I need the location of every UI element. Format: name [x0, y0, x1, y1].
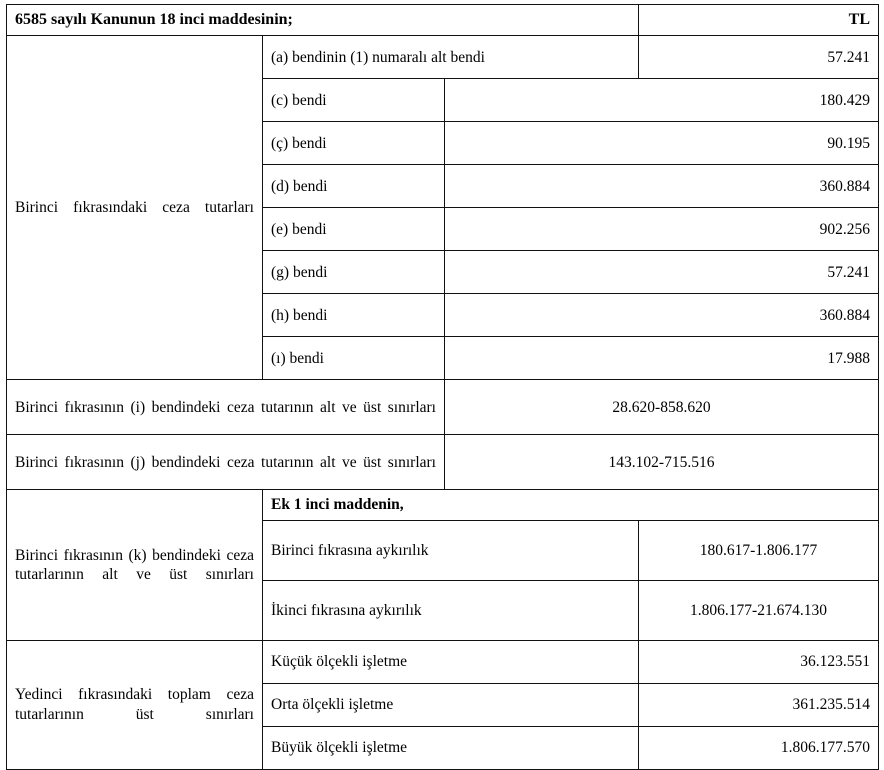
annex-item-value: 1.806.177-21.674.130 — [639, 581, 879, 641]
range-value-j: 143.102-715.516 — [445, 435, 879, 490]
enterprise-item-value: 1.806.177.570 — [639, 727, 879, 770]
annex-sub-header: Ek 1 inci maddenin, — [263, 490, 879, 521]
table-row — [7, 36, 879, 79]
table-row — [7, 490, 879, 521]
annex-item-label: İkinci fıkrasına aykırılık — [263, 581, 639, 641]
table-header-row — [7, 5, 879, 36]
enterprise-item-label: Küçük ölçekli işletme — [263, 641, 639, 684]
enterprise-item-label: Orta ölçekli işletme — [263, 684, 639, 727]
group-label-annex-k: Birinci fıkrasının (k) bendindeki ceza tutarlarının alt ve üst sınırları — [7, 490, 263, 641]
group-label-seventh-paragraph: Yedinci fıkrasındaki toplam ceza tutarlarının üst sınırları — [7, 641, 263, 770]
item-value: 902.256 — [445, 208, 879, 251]
item-value: 57.241 — [639, 36, 879, 79]
item-label: (d) bendi — [263, 165, 445, 208]
item-value: 360.884 — [445, 165, 879, 208]
item-value: 360.884 — [445, 294, 879, 337]
item-value: 90.195 — [445, 122, 879, 165]
table-row — [7, 435, 879, 490]
range-label-j: Birinci fıkrasının (j) bendindeki ceza tutarının alt ve üst sınırları — [7, 435, 445, 490]
item-label: (g) bendi — [263, 251, 445, 294]
table-title: 6585 sayılı Kanunun 18 inci maddesinin; — [7, 5, 639, 36]
item-label: (a) bendinin (1) numaralı alt bendi — [263, 36, 639, 79]
item-value: 180.429 — [445, 79, 879, 122]
currency-unit-header: TL — [639, 5, 879, 36]
item-label: (ı) bendi — [263, 337, 445, 380]
enterprise-item-value: 361.235.514 — [639, 684, 879, 727]
table-row — [7, 380, 879, 435]
item-label: (e) bendi — [263, 208, 445, 251]
range-label-i: Birinci fıkrasının (i) bendindeki ceza tutarının alt ve üst sınırları — [7, 380, 445, 435]
item-value: 57.241 — [445, 251, 879, 294]
item-label: (h) bendi — [263, 294, 445, 337]
item-label: (ç) bendi — [263, 122, 445, 165]
enterprise-item-label: Büyük ölçekli işletme — [263, 727, 639, 770]
annex-item-label: Birinci fıkrasına aykırılık — [263, 521, 639, 581]
group-label-first-paragraph: Birinci fıkrasındaki ceza tutarları — [7, 36, 263, 380]
enterprise-item-value: 36.123.551 — [639, 641, 879, 684]
item-value: 17.988 — [445, 337, 879, 380]
item-label: (c) bendi — [263, 79, 445, 122]
annex-item-value: 180.617-1.806.177 — [639, 521, 879, 581]
penalty-amounts-table — [6, 4, 879, 770]
table-row — [7, 641, 879, 684]
range-value-i: 28.620-858.620 — [445, 380, 879, 435]
